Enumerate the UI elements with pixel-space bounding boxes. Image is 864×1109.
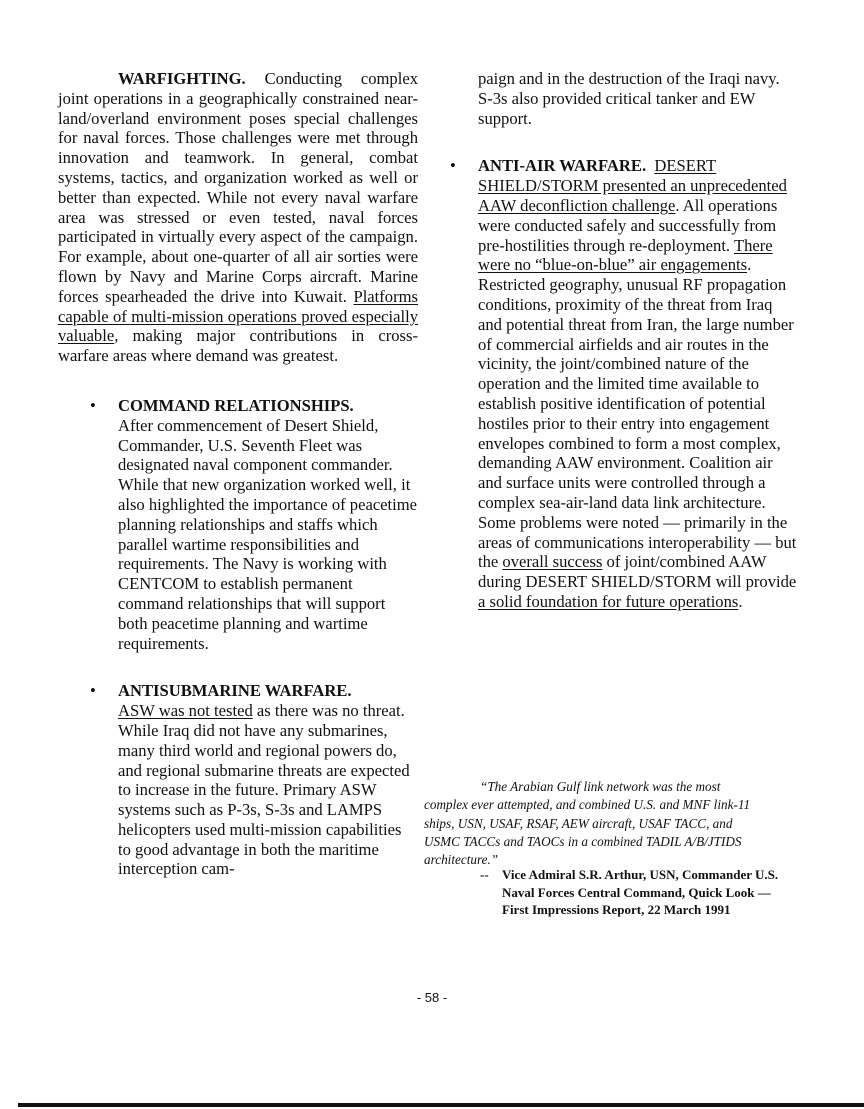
quote-attribution — [480, 866, 792, 919]
aaw-underlined-1: DESERT SHIELD/STORM presented an unprecedented AAW deconfliction challenge — [478, 156, 787, 215]
left-column — [58, 69, 418, 879]
asw-underlined-text: ASW was not tested — [118, 701, 253, 721]
anti-air-warfare-item — [450, 156, 798, 611]
warfighting-text-end: , making major contributions in cross-warfare areas where demand was greatest. — [58, 326, 418, 366]
aaw-underlined-2: There were no “blue-on-blue” air engagements — [478, 235, 773, 275]
antisubmarine-warfare-item — [58, 681, 418, 879]
aaw-underlined-3: overall success — [502, 552, 603, 572]
command-relationships-text: After commencement of Desert Shield, Commander, U.S. Seventh Fleet was designated naval component commander. While that new organization worked well, it also highlighted the importance of peacetime planning relationships and staffs which parallel wartime responsibilities and requirements. The Navy is working with CENTCOM to establish permanent command relationships that will support both peacetime planning and wartime requirements. — [118, 415, 418, 653]
warfighting-underlined-text: Platforms capable of multi-mission operations proved especially valuable — [58, 286, 418, 346]
antisubmarine-warfare-heading: ANTISUBMARINE WARFARE. — [118, 681, 352, 701]
warfighting-paragraph — [58, 69, 418, 366]
warfighting-text: Conducting complex joint operations in a geographically constrained near-land/overland environment poses special challenges for naval forces. Those challenges were met through innovation and teamwork. In general, combat systems, tactics, and organization worked as well or better than expected. While not every naval warfare area was stressed or even tested, naval forces participated in virtually every aspect of the campaign. For example, about one-quarter of all air sorties were flown by Navy and Marine Corps aircraft. Marine forces spearheaded the drive into Kuwait. — [58, 69, 418, 306]
right-column — [450, 69, 798, 612]
command-relationships-heading: COMMAND RELATIONSHIPS. — [118, 395, 354, 415]
command-relationships-item — [58, 396, 418, 653]
pull-quote: “The Arabian Gulf link network was the most complex ever attempted, and combined U.S. and MNF link-11 ships, USN, USAF, RSAF, AEW aircraft, USAF TACC, and USMC TACCs and TAOCs in a combined TADIL A/B/JTIDS architecture.” — [424, 779, 751, 868]
anti-air-warfare-heading: ANTI-AIR WARFARE. — [478, 156, 647, 176]
page-number: - 58 - — [416, 990, 448, 1005]
attribution-text: Vice Admiral S.R. Arthur, USN, Commander U.S. Naval Forces Central Command, Quick Look — First Impressions Report, 22 March 1991 — [502, 867, 779, 917]
aaw-text-3: of joint/combined AAW during DESERT SHIELD/STORM will provide — [478, 552, 797, 592]
asw-text: as there was no threat. While Iraq did not have any submarines, many third world and regional powers do, and regional submarine threats are expected to increase in the future. Primary ASW systems such as P-3s, S-3s and LAMPS helicopters used multi-mission capabilities to good advantage in both the maritime interception cam- — [118, 701, 410, 879]
bullet-icon: • — [450, 156, 456, 176]
bullet-icon: • — [90, 681, 96, 701]
aaw-underlined-4: a solid foundation for future operations — [478, 591, 739, 611]
aaw-text-2: . Restricted geography, unusual RF propagation conditions, proximity of the threat from Iraq and potential threat from Iran, the large number of commercial airfields and air routes in the vicinity, the joint/combined nature of the operation and the limited time available to establish positive identification of potential hostiles prior to their entry into engagement envelopes combined to form a most complex, demanding AAW environment. Coalition air and surface units were controlled through a complex sea-air-land data link architecture. Some problems were noted — primarily in the areas of communications interoperability — but the — [478, 255, 797, 572]
bullet-icon: • — [90, 395, 96, 415]
warfighting-heading: WARFIGHTING. — [118, 69, 246, 88]
bottom-rule — [18, 1103, 864, 1107]
aaw-text-1: . All operations were conducted safely and successfully from pre-hostilities through re-deployment. — [478, 195, 778, 255]
asw-continuation: paign and in the destruction of the Iraqi navy. S-3s also provided critical tanker and EW support. — [478, 69, 780, 128]
aaw-text-4: . — [738, 591, 743, 611]
attribution-dash: -- — [480, 867, 489, 882]
